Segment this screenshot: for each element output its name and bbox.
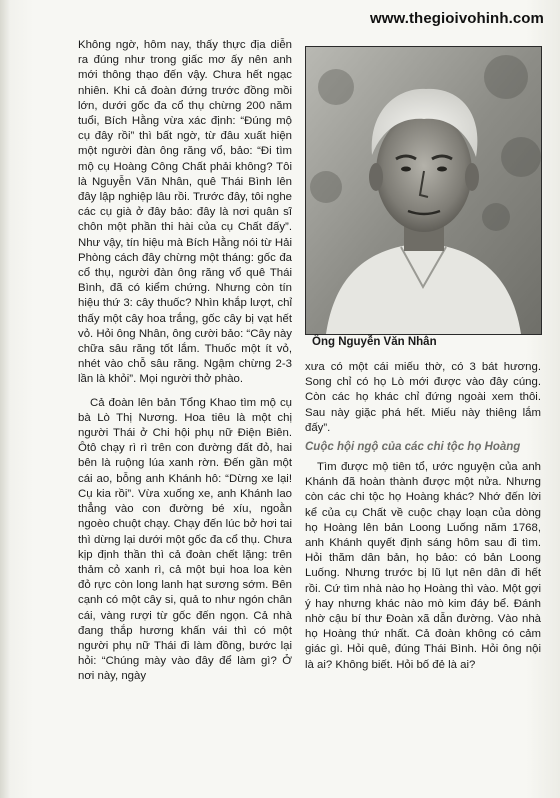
portrait-photo <box>305 46 542 335</box>
article-column-left <box>78 38 292 786</box>
article-paragraph: xưa có một cái miếu thờ, có 3 bát hương. Song chỉ có họ Lò mới được vào đây cúng. Còn các họ khác chỉ đứng ngoài xem thôi. Sau này giặc phá hết. Miếu này thiêng lắm đấy”. <box>305 361 541 434</box>
article-paragraph: Tìm được mộ tiên tổ, ước nguyện của anh Khánh đã hoàn thành được một nửa. Nhưng còn các chi tộc họ Hoàng khác? Nhớ đến lời kể của cụ Chất về cuộc chạy loạn của dòng họ Hoàng lên bản Loong Luống năm 1768, anh Khánh quyết định sáng hôm sau đi tìm. Hỏi thăm dân bản, họ bảo: có bản Loong Luống. Nhưng trước bị lũ lụt nên dân đi hết rồi. Cứ tìm nhà nào họ Hoàng thì vào. Một gợi ý hay nhưng khác nào mò kim đáy bể. Đánh nhờ cậu bí thư Đoàn xã dẫn đường. Vào nhà họ Hoàng thứ nhất. Cả đoàn không có cảm giác gì. Hỏi quê, đúng Thái Bình. Hỏi ông nội là ai? Không biết. Hỏi bố đẻ là ai? <box>305 461 541 671</box>
article-paragraph: Không ngờ, hôm nay, thấy thực địa diễn ra đúng như trong giấc mơ ấy nên anh mới thông thạo đến vậy. Chưa hết ngạc nhiên. Khi cả đoàn đứng trước đồng mồi lớn, dưới gốc đa cổ thụ chừng 200 năm tuổi, Bích Hằng vừa xác định: “Đúng mộ cụ đây rồi” thì bất ngờ, từ đâu xuất hiện một người đàn ông răng vổ, bảo: “Đi tìm mộ cụ Hoàng Công Chất phải không? Tôi là Nguyễn Văn Nhân, quê Thái Bình lên đây lập nghiệp lâu rồi. Trước đây, tôi nghe các cụ già ở đây bảo: đây là nơi quân sĩ chôn một phần thi hài của cụ Chất đấy”. Như vậy, tín hiệu mà Bích Hằng nói từ Hải Phòng cách đây chừng một tháng: gốc đa cổ thụ, người đàn ông răng vổ quê Thái Bình, đã có kiểm chứng. Nhưng còn tín hiệu thứ 3: cây thuốc? Nhìn khắp lượt, chỉ thấy một cây hoa trắng, gốc cây bị vạt hết vỏ. Hỏi ông Nhân, ông cười bảo: “Cây này chữa sâu răng tốt lắm. Thuốc một ít vỏ, nhét vào chỗ sâu răng. Ngậm chừng 2-3 lần là khỏi”. Mọi người thở phào. <box>78 39 292 386</box>
photo-caption: Ông Nguyễn Văn Nhân <box>312 336 437 348</box>
article-column-right <box>305 360 541 790</box>
page-edge-shadow <box>0 0 10 798</box>
section-subheading: Cuộc hội ngộ của các chi tộc họ Hoàng <box>305 441 521 454</box>
portrait-image <box>306 47 541 334</box>
site-url: www.thegioivohinh.com <box>369 10 544 27</box>
article-paragraph: Cả đoàn lên bản Tổng Khao tìm mộ cụ bà Lò Thị Nương. Hoa tiêu là một chị người Thái ở Chi hội phụ nữ Điện Biên. Ôtô chạy rì rì trên con đường đất đỏ, hai bên là ruộng lúa xanh rờn. Đến gần một cái ao, bỗng anh Khánh hô: “Dừng xe lại! Cụ kia rồi”. Vừa xuống xe, anh Khánh lao thẳng vào con đường bé xíu, ngoằn ngoèo chuột chạy. Chạy đến lúc bở hơi tai thì dừng lại dưới một gốc đa cổ thụ. Chưa kịp định thần thì cả đoàn chết lặng: trên thảm cỏ xanh rì, cả một bụi hoa loa kèn đỏ rực còn long lanh hạt sương sớm. Bên cạnh có một cây si, quả to như ngón chân cái, vàng rượi từ gốc đến ngọn. Cả nhà đang thắp hương khấn vái thì có một người phụ nữ Thái đi làm đồng, bước lại hỏi: “Chúng mày vào đây để làm gì? Ở nơi này, ngày <box>78 396 292 683</box>
